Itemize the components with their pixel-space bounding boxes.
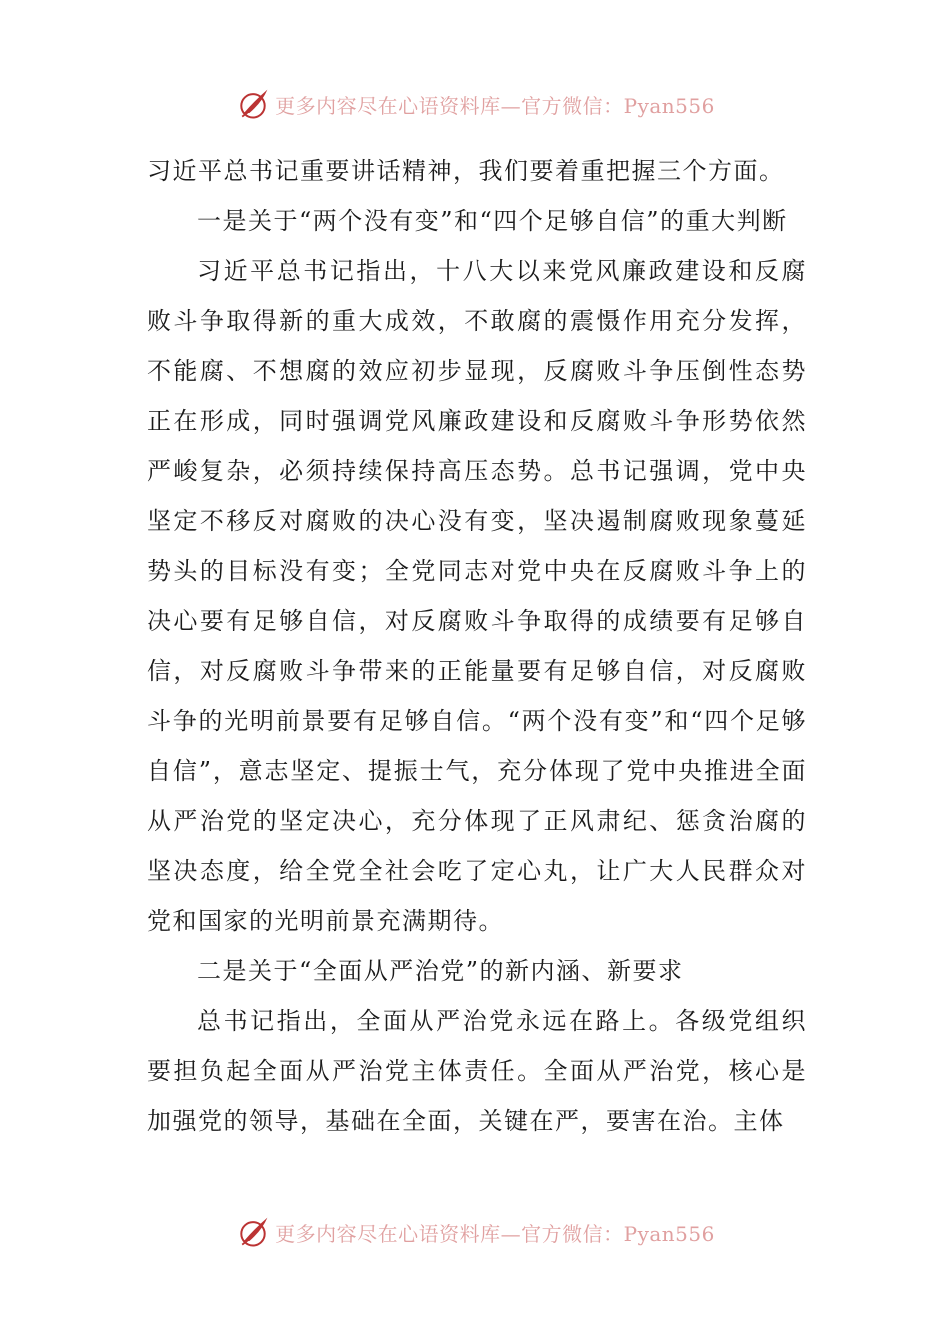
document-body <box>147 146 807 1146</box>
section-heading-1: 一是关于“两个没有变”和“四个足够自信”的重大判断 <box>197 207 788 235</box>
paragraph-intro: 习近平总书记重要讲话精神，我们要着重把握三个方面。 <box>147 157 785 185</box>
banner-text: 更多内容尽在心语资料库—官方微信：Pyan556 <box>275 93 715 118</box>
section-heading-2: 二是关于“全面从严治党”的新内涵、新要求 <box>197 957 684 985</box>
banner-text: 更多内容尽在心语资料库—官方微信：Pyan556 <box>275 1221 715 1246</box>
paragraph-body-1: 习近平总书记指出，十八大以来党风廉政建设和反腐败斗争取得新的重大成效，不敢腐的震慑作用充分发挥，不能腐、不想腐的效应初步显现，反腐败斗争压倒性态势正在形成，同时强调党风廉政建设和反腐败斗争形势依然严峻复杂，必须持续保持高压态势。总书记强调，党中央坚定不移反对腐败的决心没有变，坚决遏制腐败现象蔓延势头的目标没有变；全党同志对党中央在反腐败斗争上的决心要有足够自信，对反腐败斗争取得的成绩要有足够自信，对反腐败斗争带来的正能量要有足够自信，对反腐败斗争的光明前景要有足够自信。“两个没有变”和“四个足够自信”，意志坚定、提振士气，充分体现了党中央推进全面从严治党的坚定决心，充分体现了正风肃纪、惩贪治腐的坚决态度，给全党全社会吃了定心丸，让广大人民群众对党和国家的光明前景充满期待。 <box>147 257 807 935</box>
quill-pen-logo-icon <box>235 1214 271 1250</box>
footer-banner <box>0 1212 950 1252</box>
header-banner <box>0 84 950 124</box>
quill-pen-logo-icon <box>235 86 271 122</box>
paragraph-body-2: 总书记指出，全面从严治党永远在路上。各级党组织要担负起全面从严治党主体责任。全面从严治党，核心是加强党的领导，基础在全面，关键在严，要害在治。主体 <box>147 1007 807 1135</box>
